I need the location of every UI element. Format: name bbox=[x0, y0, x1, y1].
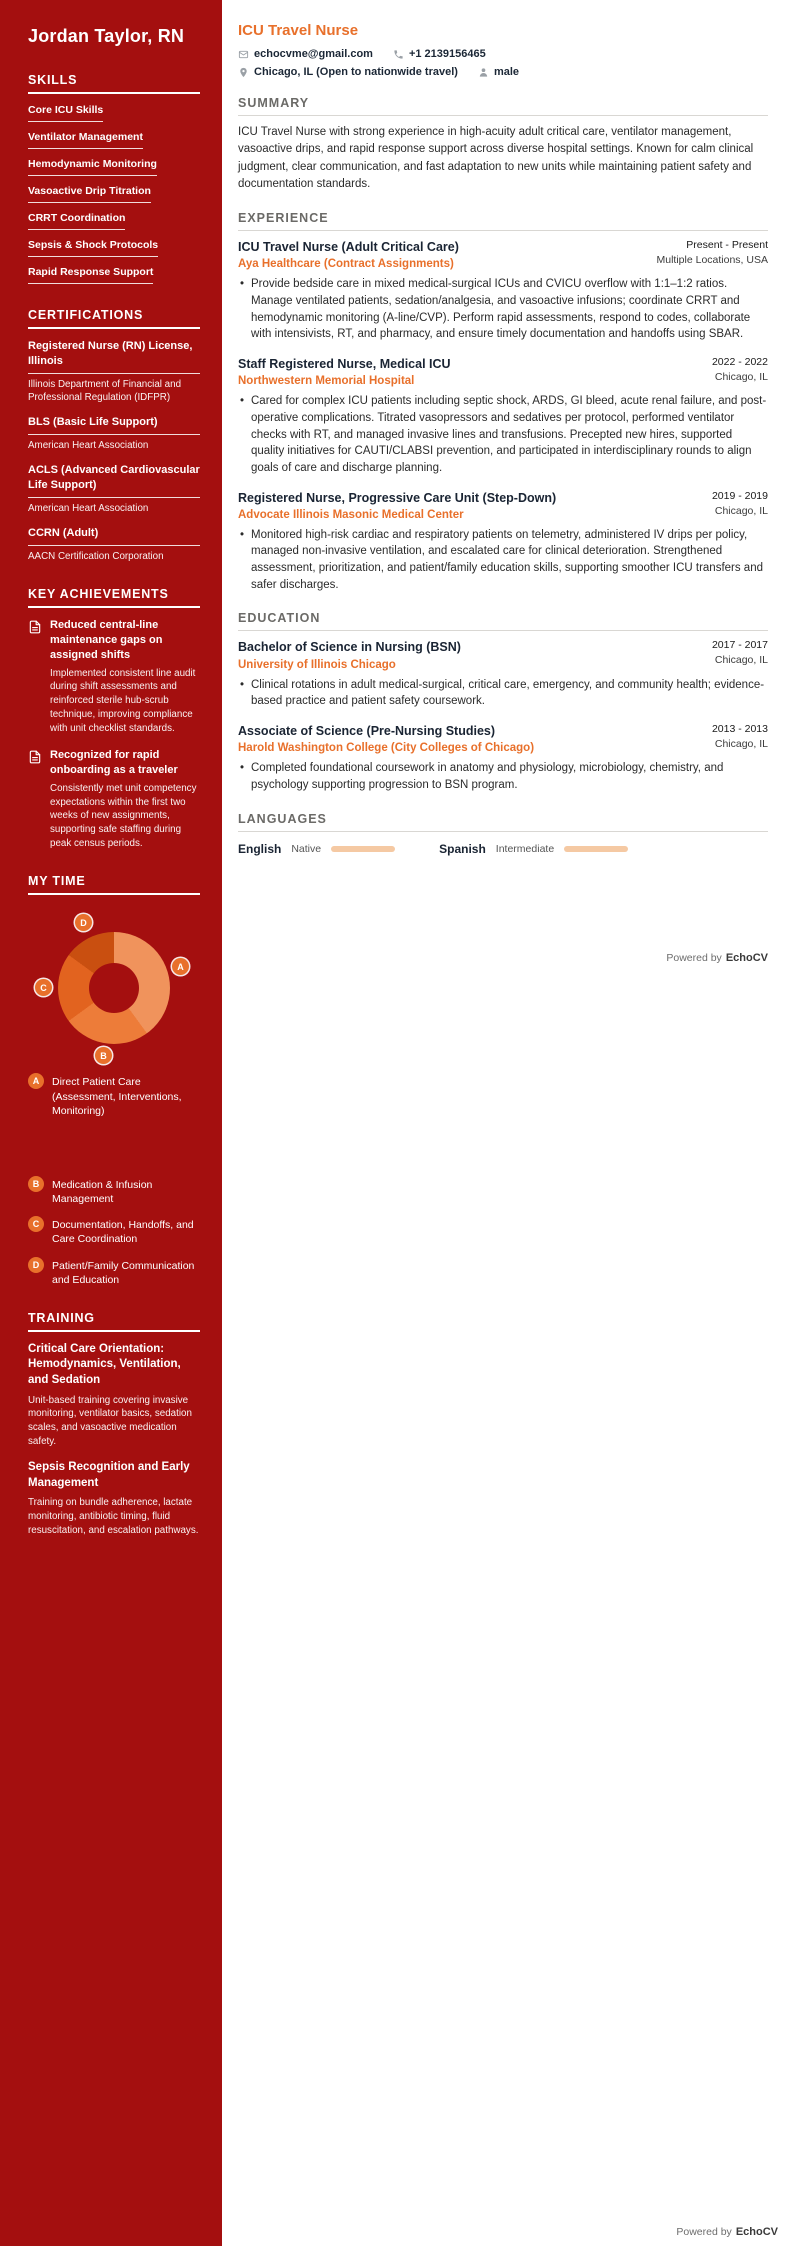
phone-icon bbox=[393, 49, 404, 60]
job-location: Chicago, IL bbox=[714, 370, 768, 383]
job-left bbox=[238, 490, 556, 521]
training-description: Unit-based training covering invasive monitoring, ventilator basics, sedation scales, and vasoactive medication safety. bbox=[28, 1394, 192, 1447]
my-time-section bbox=[28, 874, 200, 1287]
echocv-brand: EchoCV bbox=[735, 2226, 778, 2238]
language-name: English bbox=[238, 841, 282, 856]
contact-gender-text: male bbox=[493, 66, 520, 78]
school-name: Harold Washington College (City Colleges of Chicago) bbox=[238, 742, 535, 755]
skill-item: CRRT Coordination bbox=[28, 212, 125, 230]
skills-section bbox=[28, 73, 200, 284]
achievement-body bbox=[50, 618, 200, 735]
page-footer-powered-by bbox=[676, 2226, 778, 2238]
experience-entry bbox=[238, 239, 768, 343]
achievement-item bbox=[28, 618, 200, 735]
education-bullets bbox=[238, 760, 768, 793]
education-right bbox=[712, 723, 768, 754]
location-pin-icon bbox=[238, 67, 249, 78]
job-bullets bbox=[238, 527, 768, 594]
sidebar bbox=[0, 0, 222, 2246]
job-bullet: • Cared for complex ICU patients including septic shock, ARDS, GI bleed, acute renal failure, and post-operative complications. Titrated vasopressors and sedatives per protocol, performed ventilator checks with RT, and managed invasive lines and transfusions. Precepted new hires, supported quality initiatives for CAUTI/CLABSI prevention, and participated in interdisciplinary rounds to align goals of care and discharge planning. bbox=[238, 393, 768, 476]
chart-badge-d: D bbox=[75, 914, 92, 931]
person-icon bbox=[478, 67, 489, 78]
echocv-brand: EchoCV bbox=[725, 951, 768, 964]
job-location: Multiple Locations, USA bbox=[656, 254, 768, 266]
job-header bbox=[238, 356, 768, 387]
job-right bbox=[712, 356, 768, 387]
language-name: Spanish bbox=[439, 841, 486, 856]
skill-item: Ventilator Management bbox=[28, 131, 143, 149]
powered-by-text: Powered by bbox=[676, 2226, 732, 2238]
achievement-body bbox=[50, 748, 200, 850]
job-bullets bbox=[238, 276, 768, 343]
job-dates: Present - Present bbox=[686, 239, 768, 251]
donut-hole bbox=[89, 963, 139, 1013]
education-left bbox=[238, 639, 461, 670]
chart-badge-b: B bbox=[95, 1047, 112, 1064]
powered-by-badge bbox=[238, 952, 768, 964]
email-icon bbox=[238, 49, 249, 60]
experience-heading: EXPERIENCE bbox=[238, 211, 768, 231]
contact-location-text: Chicago, IL (Open to nationwide travel) bbox=[254, 66, 458, 78]
certification-item bbox=[28, 415, 200, 452]
legend-item bbox=[28, 1216, 200, 1246]
training-title: Critical Care Orientation: Hemodynamics, Ventilation, and Sedation bbox=[28, 1342, 181, 1386]
chart-badge-a: A bbox=[172, 958, 189, 975]
certification-issuer: Illinois Department of Financial and Professional Regulation (IDFPR) bbox=[28, 378, 182, 403]
legend-item bbox=[28, 1176, 200, 1206]
education-bullets bbox=[238, 677, 768, 710]
legend-badge: A bbox=[28, 1073, 44, 1089]
language-item bbox=[238, 842, 395, 856]
certification-item bbox=[28, 526, 200, 563]
legend-badge: D bbox=[28, 1257, 44, 1273]
languages-heading: LANGUAGES bbox=[238, 812, 768, 832]
job-dates: 2019 - 2019 bbox=[711, 489, 768, 502]
job-title: Staff Registered Nurse, Medical ICU bbox=[238, 356, 451, 371]
certifications-section bbox=[28, 308, 200, 563]
job-right bbox=[712, 490, 768, 521]
job-title: Registered Nurse, Progressive Care Unit (Step-Down) bbox=[238, 490, 557, 505]
certification-title: CCRN (Adult) bbox=[28, 526, 200, 546]
education-right bbox=[712, 639, 768, 670]
achievements-heading: KEY ACHIEVEMENTS bbox=[28, 587, 200, 608]
training-item bbox=[28, 1342, 200, 1448]
certification-title: ACLS (Advanced Cardiovascular Life Support) bbox=[28, 463, 200, 498]
education-dates: 2013 - 2013 bbox=[711, 723, 768, 736]
document-icon bbox=[28, 748, 42, 850]
education-bullet: • Clinical rotations in adult medical-surgical, critical care, emergency, and community health; evidence-based practice and patient safety coursework. bbox=[238, 677, 768, 710]
skill-item: Rapid Response Support bbox=[28, 266, 153, 284]
job-left bbox=[238, 239, 459, 270]
certification-item bbox=[28, 463, 200, 515]
certification-issuer: AACN Certification Corporation bbox=[28, 550, 164, 562]
job-bullet: • Provide bedside care in mixed medical-surgical ICUs and CVICU overflow with 1:1–1:2 ratios. Manage ventilated patients, sedation/analgesia, and vasoactive infusions; coordinate CRRT and hemodynamic monitoring (A-line/CVP). Perform rapid assessments, respond to codes, collaborate with intensivists, RT, and pharmacy, and ensure timely documentation and handoffs using SBAR. bbox=[238, 276, 768, 343]
certification-title: BLS (Basic Life Support) bbox=[28, 415, 200, 435]
education-entry bbox=[238, 723, 768, 794]
experience-entry bbox=[238, 356, 768, 477]
achievement-title: Recognized for rapid onboarding as a traveler bbox=[50, 749, 178, 777]
language-proficiency-bar bbox=[564, 846, 628, 852]
training-item bbox=[28, 1460, 200, 1537]
contact-email-text: echocvme@gmail.com bbox=[254, 48, 373, 60]
education-heading: EDUCATION bbox=[238, 611, 768, 631]
contact-gender bbox=[478, 66, 519, 78]
degree-title: Bachelor of Science in Nursing (BSN) bbox=[238, 640, 461, 655]
skills-heading: SKILLS bbox=[28, 73, 200, 94]
skill-item: Core ICU Skills bbox=[28, 104, 103, 122]
job-bullets bbox=[238, 393, 768, 476]
job-right bbox=[657, 239, 768, 270]
document-icon bbox=[28, 618, 42, 735]
resume-role-title: ICU Travel Nurse bbox=[238, 22, 359, 39]
powered-by-text: Powered by bbox=[666, 951, 722, 964]
education-bullet: • Completed foundational coursework in anatomy and physiology, microbiology, chemistry, and psychology supporting progression to BSN program. bbox=[238, 760, 768, 793]
degree-title: Associate of Science (Pre-Nursing Studies) bbox=[238, 724, 496, 739]
my-time-heading: MY TIME bbox=[28, 874, 200, 895]
job-left bbox=[238, 356, 451, 387]
education-header bbox=[238, 639, 768, 670]
skill-item: Sepsis & Shock Protocols bbox=[28, 239, 158, 257]
job-company: Advocate Illinois Masonic Medical Center bbox=[238, 508, 464, 521]
training-heading: TRAINING bbox=[28, 1311, 200, 1332]
legend-label: Direct Patient Care (Assessment, Interventions, Monitoring) bbox=[52, 1076, 182, 1117]
training-section bbox=[28, 1311, 200, 1538]
skill-item: Vasoactive Drip Titration bbox=[28, 185, 151, 203]
job-dates: 2022 - 2022 bbox=[711, 355, 768, 368]
achievement-description: Consistently met unit competency expectations within the first two weeks of new assignments, supporting safe staffing during peak census periods. bbox=[50, 782, 197, 849]
summary-text: ICU Travel Nurse with strong experience in high-acuity adult critical care, ventilator management, vasoactive drips, and rapid response support across diverse hospital settings. Known for calm clinical judgment, clear communication, and fast adaptation to new units while maintaining patient safety and documentation standards. bbox=[238, 126, 754, 190]
candidate-name: Jordan Taylor, RN bbox=[28, 26, 185, 46]
education-left bbox=[238, 723, 534, 754]
legend-badge: C bbox=[28, 1216, 44, 1232]
job-header bbox=[238, 239, 768, 270]
contact-phone-text: +1 2139156465 bbox=[408, 48, 486, 60]
skill-item: Hemodynamic Monitoring bbox=[28, 158, 157, 176]
job-header bbox=[238, 490, 768, 521]
certification-item bbox=[28, 339, 200, 404]
legend-label: Documentation, Handoffs, and Care Coordination bbox=[52, 1219, 194, 1246]
contact-location bbox=[238, 66, 458, 78]
job-title: ICU Travel Nurse (Adult Critical Care) bbox=[238, 240, 459, 254]
certification-title: Registered Nurse (RN) License, Illinois bbox=[28, 339, 200, 374]
certification-issuer: American Heart Association bbox=[28, 439, 149, 451]
legend-label: Patient/Family Communication and Education bbox=[52, 1259, 195, 1286]
contact-row-1 bbox=[238, 48, 768, 60]
achievement-title: Reduced central-line maintenance gaps on assigned shifts bbox=[50, 619, 163, 661]
legend-gap bbox=[28, 1128, 200, 1176]
education-header bbox=[238, 723, 768, 754]
legend-item bbox=[28, 1257, 200, 1287]
job-company: Aya Healthcare (Contract Assignments) bbox=[238, 258, 454, 271]
languages-row bbox=[238, 842, 768, 856]
summary-heading: SUMMARY bbox=[238, 96, 768, 116]
legend-label: Medication & Infusion Management bbox=[52, 1178, 153, 1206]
language-proficiency-bar bbox=[331, 846, 395, 852]
language-level: Intermediate bbox=[495, 842, 555, 855]
contact-phone[interactable] bbox=[393, 48, 486, 60]
certification-issuer: American Heart Association bbox=[28, 502, 149, 514]
training-title: Sepsis Recognition and Early Management bbox=[28, 1461, 190, 1489]
job-location: Chicago, IL bbox=[714, 504, 768, 517]
education-entry bbox=[238, 639, 768, 710]
language-level: Native bbox=[291, 842, 322, 855]
contact-email[interactable] bbox=[238, 48, 373, 60]
education-dates: 2017 - 2017 bbox=[711, 639, 768, 652]
contact-row-2 bbox=[238, 66, 768, 78]
certifications-heading: CERTIFICATIONS bbox=[28, 308, 200, 329]
achievement-item bbox=[28, 748, 200, 850]
chart-badge-c: C bbox=[35, 979, 52, 996]
language-item bbox=[439, 842, 628, 856]
skills-list bbox=[28, 104, 200, 284]
time-donut-chart bbox=[35, 909, 193, 1067]
training-description: Training on bundle adherence, lactate monitoring, antibiotic timing, fluid resuscitation, and escalation pathways. bbox=[28, 1497, 199, 1536]
education-location: Chicago, IL bbox=[714, 654, 768, 667]
legend-item bbox=[28, 1073, 200, 1118]
main-content bbox=[222, 0, 794, 964]
legend-badge: B bbox=[28, 1176, 44, 1192]
job-bullet: • Monitored high-risk cardiac and respiratory patients on telemetry, administered IV drips per policy, managed non-invasive ventilation, and escalated care for clinical deterioration. Strengthened assessment, prioritization, and patient/family education skills, supporting smoother ICU transfers and safer discharges. bbox=[238, 527, 768, 594]
achievement-description: Implemented consistent line audit during shift assessments and reinforced sterile hub-scrub technique, improving compliance with unit checklist standards. bbox=[50, 667, 196, 734]
job-company: Northwestern Memorial Hospital bbox=[238, 375, 415, 388]
school-name: University of Illinois Chicago bbox=[238, 658, 396, 671]
education-location: Chicago, IL bbox=[714, 738, 768, 751]
achievements-section bbox=[28, 587, 200, 850]
experience-entry bbox=[238, 490, 768, 594]
